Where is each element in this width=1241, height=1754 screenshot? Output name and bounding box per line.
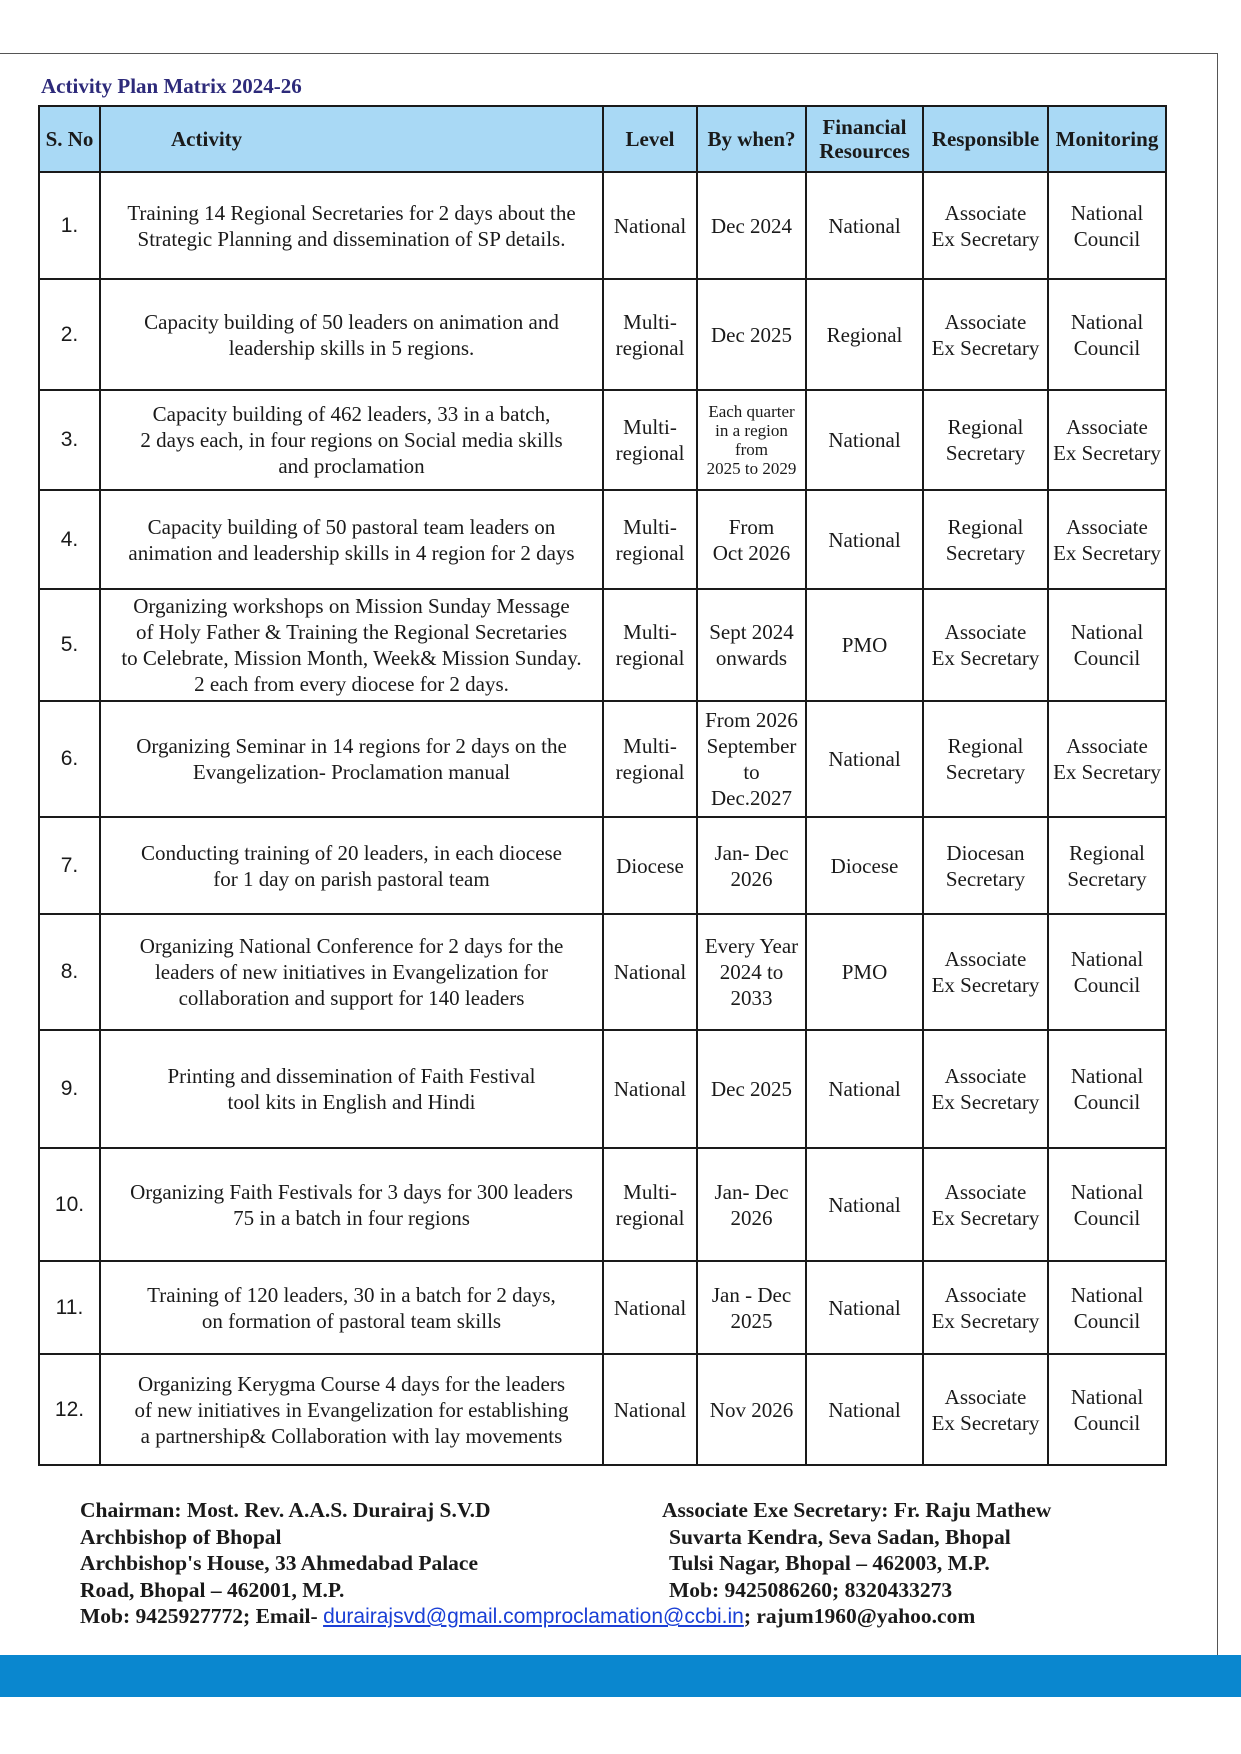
level-cell: Multi- regional [603,701,697,817]
row-number: 9. [39,1030,100,1148]
table-row [39,589,1166,701]
monitoring-cell: National Council [1048,1148,1166,1261]
responsible-cell: Associate Ex Secretary [923,1261,1048,1354]
level-cell: Multi- regional [603,589,697,701]
row-number: 7. [39,817,100,914]
table-row [39,172,1166,279]
mobile-email-prefix: Mob: 9425927772; Email- [80,1604,324,1628]
level-cell: National [603,1261,697,1354]
activity-cell: Organizing National Conference for 2 days for the leaders of new initiatives in Evangelization for collaboration and support for 140 leaders [100,914,603,1030]
row-number: 12. [39,1354,100,1465]
financial-resources-cell: National [806,1354,923,1465]
table-header-row [39,106,1166,172]
column-header-by-when: By when? [697,106,806,172]
monitoring-cell: National Council [1048,1354,1166,1465]
table-row [39,390,1166,490]
associate-mobile-line: Mob: 9425086260; 8320433273 [669,1577,953,1602]
column-header-responsible: Responsible [923,106,1048,172]
financial-resources-cell: National [806,1030,923,1148]
financial-resources-cell: National [806,172,923,279]
table-row [39,279,1166,390]
monitoring-cell: Associate Ex Secretary [1048,490,1166,589]
mobile-email-suffix: ; rajum1960@yahoo.com [743,1604,976,1628]
row-number: 10. [39,1148,100,1261]
associate-address-line: Suvarta Kendra, Seva Sadan, Bhopal [669,1524,1011,1549]
monitoring-cell: Regional Secretary [1048,817,1166,914]
table-row [39,1148,1166,1261]
financial-resources-cell: Regional [806,279,923,390]
table-row [39,490,1166,589]
responsible-cell: Associate Ex Secretary [923,1148,1048,1261]
financial-resources-cell: National [806,490,923,589]
activity-cell: Training 14 Regional Secretaries for 2 days about the Strategic Planning and dissemination of SP details. [100,172,603,279]
table-row [39,1354,1166,1465]
monitoring-cell: National Council [1048,589,1166,701]
financial-resources-cell: PMO [806,914,923,1030]
monitoring-cell: National Council [1048,279,1166,390]
activity-cell: Capacity building of 462 leaders, 33 in a batch, 2 days each, in four regions on Social media skills and proclamation [100,390,603,490]
by-when-cell: Nov 2026 [697,1354,806,1465]
activity-cell: Organizing Kerygma Course 4 days for the leaders of new initiatives in Evangelization for establishing a partnership& Collaboration with lay movements [100,1354,603,1465]
responsible-cell: Associate Ex Secretary [923,1354,1048,1465]
responsible-cell: Associate Ex Secretary [923,279,1048,390]
associate-city-line: Tulsi Nagar, Bhopal – 462003, M.P. [669,1551,990,1575]
table-row [39,914,1166,1030]
column-header-financial-resources: Financial Resources [806,106,923,172]
level-cell: Diocese [603,817,697,914]
column-header-level: Level [603,106,697,172]
by-when-cell: Each quarter in a region from 2025 to 2029 [697,390,806,490]
by-when-cell: Jan - Dec 2025 [697,1261,806,1354]
financial-resources-cell: National [806,701,923,817]
responsible-cell: Associate Ex Secretary [923,914,1048,1030]
responsible-cell: Regional Secretary [923,390,1048,490]
responsible-cell: Associate Ex Secretary [923,1030,1048,1148]
mobile-email-line [80,1603,975,1631]
associate-secretary-line: Associate Exe Secretary: Fr. Raju Mathew [662,1498,1052,1522]
monitoring-cell: Associate Ex Secretary [1048,390,1166,490]
by-when-cell: Dec 2025 [697,279,806,390]
chairman-city-line: Road, Bhopal – 462001, M.P. [80,1577,345,1602]
by-when-cell: From 2026 September to Dec.2027 [697,701,806,817]
level-cell: Multi- regional [603,490,697,589]
monitoring-cell: National Council [1048,172,1166,279]
financial-resources-cell: National [806,390,923,490]
by-when-cell: Sept 2024 onwards [697,589,806,701]
email-link[interactable]: durairajsvd@gmail.comproclamation@ccbi.in [323,1605,744,1628]
by-when-cell: Jan- Dec 2026 [697,1148,806,1261]
column-header-monitoring: Monitoring [1048,106,1166,172]
responsible-cell: Associate Ex Secretary [923,172,1048,279]
activity-cell: Training of 120 leaders, 30 in a batch for 2 days, on formation of pastoral team skills [100,1261,603,1354]
activity-cell: Conducting training of 20 leaders, in each diocese for 1 day on parish pastoral team [100,817,603,914]
responsible-cell: Associate Ex Secretary [923,589,1048,701]
table-row [39,817,1166,914]
activity-cell: Organizing Seminar in 14 regions for 2 days on the Evangelization- Proclamation manual [100,701,603,817]
by-when-cell: Dec 2025 [697,1030,806,1148]
page-title: Activity Plan Matrix 2024-26 [41,74,302,98]
responsible-cell: Regional Secretary [923,490,1048,589]
financial-resources-cell: PMO [806,589,923,701]
monitoring-cell: National Council [1048,1261,1166,1354]
chairman-address-line: Archbishop's House, 33 Ahmedabad Palace [80,1551,479,1575]
column-header-sno: S. No [39,106,100,172]
row-number: 4. [39,490,100,589]
activity-cell: Organizing Faith Festivals for 3 days for 300 leaders 75 in a batch in four regions [100,1148,603,1261]
responsible-cell: Diocesan Secretary [923,817,1048,914]
row-number: 11. [39,1261,100,1354]
financial-resources-cell: Diocese [806,817,923,914]
by-when-cell: Every Year 2024 to 2033 [697,914,806,1030]
by-when-cell: Dec 2024 [697,172,806,279]
level-cell: National [603,914,697,1030]
monitoring-cell: National Council [1048,1030,1166,1148]
level-cell: National [603,1030,697,1148]
row-number: 6. [39,701,100,817]
activity-cell: Printing and dissemination of Faith Festival tool kits in English and Hindi [100,1030,603,1148]
responsible-cell: Regional Secretary [923,701,1048,817]
monitoring-cell: National Council [1048,914,1166,1030]
activity-cell: Capacity building of 50 leaders on animation and leadership skills in 5 regions. [100,279,603,390]
level-cell: Multi- regional [603,1148,697,1261]
level-cell: Multi- regional [603,279,697,390]
monitoring-cell: Associate Ex Secretary [1048,701,1166,817]
by-when-cell: Jan- Dec 2026 [697,817,806,914]
financial-resources-cell: National [806,1148,923,1261]
table-row [39,1030,1166,1148]
column-header-activity: Activity [100,106,603,172]
financial-resources-cell: National [806,1261,923,1354]
activity-plan-table [38,105,1167,1466]
row-number: 8. [39,914,100,1030]
chairman-contact [80,1497,680,1603]
by-when-cell: From Oct 2026 [697,490,806,589]
level-cell: National [603,1354,697,1465]
associate-secretary-contact [662,1497,1182,1603]
row-number: 5. [39,589,100,701]
activity-cell: Capacity building of 50 pastoral team leaders on animation and leadership skills in 4 region for 2 days [100,490,603,589]
chairman-title-line: Archbishop of Bhopal [80,1524,282,1549]
activity-cell: Organizing workshops on Mission Sunday Message of Holy Father & Training the Regional Secretaries to Celebrate, Mission Month, Week& Mission Sunday. 2 each from every diocese for 2 days. [100,589,603,701]
table-row [39,701,1166,817]
row-number: 2. [39,279,100,390]
chairman-line: Chairman: Most. Rev. A.A.S. Durairaj S.V.D [80,1498,491,1522]
level-cell: National [603,172,697,279]
row-number: 1. [39,172,100,279]
level-cell: Multi- regional [603,390,697,490]
footer-color-band [0,1655,1241,1697]
table-row [39,1261,1166,1354]
row-number: 3. [39,390,100,490]
